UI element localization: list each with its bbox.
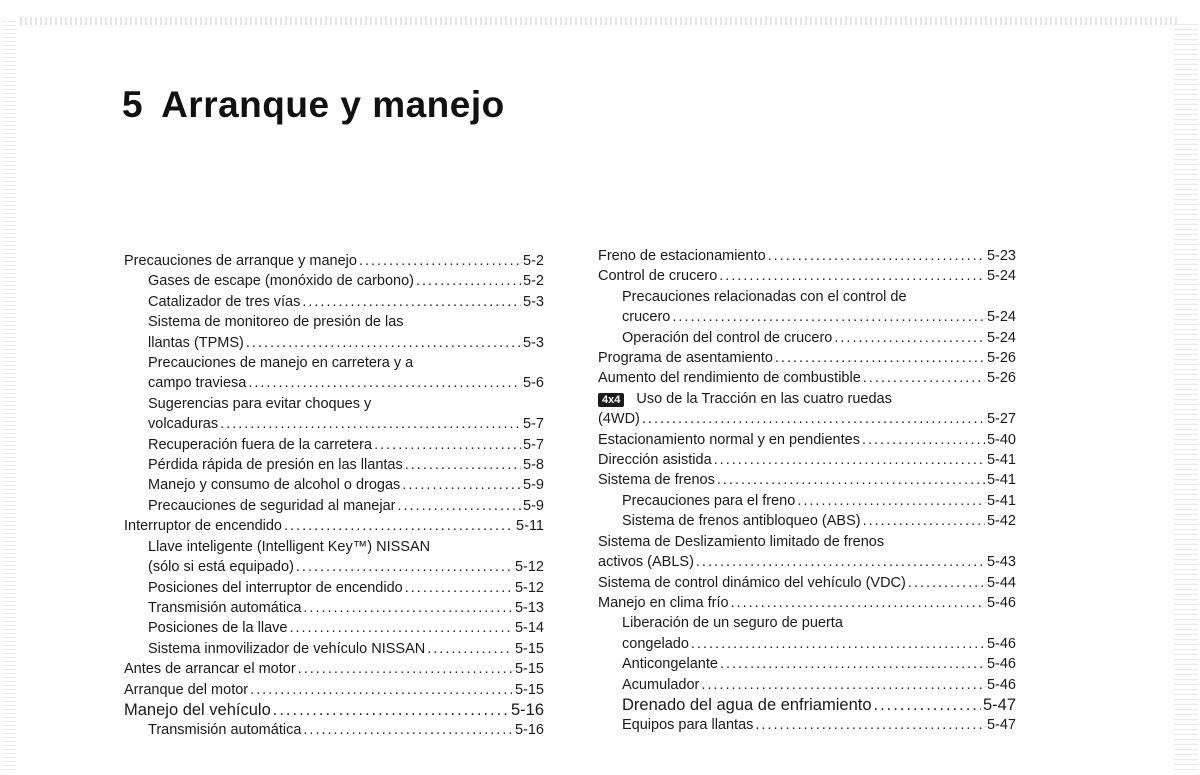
- toc-entry[interactable]: [598, 430, 1016, 450]
- toc-entry-title: Estacionamiento normal y en pendientes: [598, 431, 860, 448]
- toc-page-number: 5-2: [523, 273, 544, 290]
- toc-entry-line: [148, 537, 544, 557]
- toc-entry-line: [148, 496, 544, 516]
- toc-dot-leader: [303, 720, 513, 740]
- toc-entry-title: Sistema de control dinámico del vehículo (VDC): [598, 574, 906, 591]
- toc-page-number: 5-47: [986, 717, 1016, 734]
- toc-dot-leader: [863, 368, 985, 388]
- toc-page-number: 5-24: [986, 309, 1016, 326]
- toc-entry-line: [148, 353, 544, 373]
- toc-entry-line: [598, 450, 1016, 470]
- toc-page-number: 5-26: [986, 370, 1016, 387]
- toc-page-number: 5-46: [986, 656, 1016, 673]
- toc-page-number: 5-3: [523, 334, 544, 351]
- toc-dot-leader: [298, 659, 513, 679]
- toc-entry-title: Freno de estacionamiento: [598, 248, 766, 264]
- toc-entry[interactable]: [124, 475, 544, 495]
- toc-dot-leader: [834, 328, 985, 348]
- scan-artifact-left: [2, 20, 16, 770]
- toc-entry-line: [598, 573, 1016, 593]
- toc-dot-leader: [250, 680, 513, 700]
- toc-page-number: 5-11: [516, 518, 544, 535]
- toc-dot-leader: [672, 307, 985, 327]
- scan-artifact-right: [1174, 20, 1198, 770]
- toc-page-number: 5-43: [986, 554, 1016, 571]
- toc-entry[interactable]: [598, 266, 1016, 286]
- toc-entry[interactable]: [598, 613, 1016, 654]
- toc-dot-leader: [273, 700, 509, 720]
- toc-entry[interactable]: [124, 598, 544, 618]
- toc-entry-line: [622, 715, 1016, 735]
- toc-page-number: 5-46: [986, 635, 1016, 652]
- toc-entry[interactable]: [124, 251, 544, 271]
- toc-entry[interactable]: [124, 435, 544, 455]
- toc-dot-leader: [908, 573, 985, 593]
- toc-entry[interactable]: [598, 593, 1016, 613]
- toc-entry[interactable]: [124, 292, 544, 312]
- toc-entry-title: Gases de escape (monóxido de carbono): [148, 273, 414, 290]
- toc-page-number: 5-44: [986, 574, 1016, 591]
- toc-entry-title: Interruptor de encendido: [124, 518, 282, 535]
- toc-entry[interactable]: [124, 700, 544, 720]
- toc-entry-line: [148, 333, 544, 353]
- toc-entry-title: Sistema inmovilizador de vehículo NISSAN: [148, 640, 426, 657]
- toc-entry-title: Llave inteligente (Intelligent Key™) NISSAN: [148, 538, 431, 555]
- toc-entry-line: [598, 368, 1016, 388]
- toc-dot-leader: [691, 634, 985, 654]
- toc-entry[interactable]: [124, 680, 544, 700]
- toc-entry-line: [598, 470, 1016, 490]
- toc-entry[interactable]: [598, 511, 1016, 531]
- toc-entry-line: [148, 373, 544, 393]
- toc-entry-title: Sugerencias para evitar choques y: [148, 395, 372, 412]
- toc-entry[interactable]: [598, 491, 1016, 511]
- toc-dot-leader: [296, 557, 513, 577]
- toc-entry[interactable]: [598, 470, 1016, 490]
- toc-entry-line: [598, 246, 1016, 266]
- chapter-title-text: Arranque y manejo: [161, 84, 505, 125]
- toc-entry-line: [622, 695, 1016, 715]
- toc-dot-leader: [731, 593, 985, 613]
- toc-entry-title: Precauciones relacionadas con el control de: [622, 288, 907, 305]
- toc-entry-line: [598, 348, 1016, 368]
- toc-entry[interactable]: [124, 720, 544, 740]
- toc-entry-title: Uso de la Tracción en las cuatro ruedas: [636, 390, 892, 407]
- toc-entry-line: [148, 578, 544, 598]
- toc-entry-title: llantas (TPMS): [148, 334, 244, 351]
- toc-entry-title: Transmisión automática: [148, 722, 302, 739]
- toc-page-number: 5-26: [986, 350, 1016, 367]
- toc-entry-line: [622, 511, 1016, 531]
- toc-entry[interactable]: [124, 516, 544, 536]
- toc-dot-leader: [768, 246, 985, 266]
- toc-dot-leader: [303, 598, 513, 618]
- toc-dot-leader: [220, 414, 521, 434]
- toc-entry-title: Precauciones de seguridad al manejar: [148, 497, 396, 514]
- toc-entry-line: [124, 700, 544, 720]
- toc-entry-line: [148, 720, 544, 740]
- toc-right-column: [598, 246, 1016, 736]
- toc-dot-leader: [719, 266, 985, 286]
- toc-entry-title: (4WD): [598, 411, 640, 428]
- toc-entry-line: [124, 251, 544, 271]
- toc-dot-leader: [302, 292, 521, 312]
- toc-page-number: 5-23: [986, 248, 1016, 264]
- toc-page-number: 5-24: [986, 268, 1016, 285]
- toc-dot-leader: [874, 695, 981, 715]
- toc-entry-title: Precauciones para el freno: [622, 492, 796, 509]
- toc-entry[interactable]: [598, 287, 1016, 328]
- toc-entry-line: [598, 266, 1016, 286]
- toc-page-number: 5-3: [523, 293, 544, 310]
- toc-entry[interactable]: [124, 353, 544, 394]
- toc-entry-title: Precauciones de manejo en carretera y a: [148, 355, 414, 372]
- toc-entry[interactable]: [124, 659, 544, 679]
- toc-entry[interactable]: [598, 573, 1016, 593]
- toc-entry-line: [124, 680, 544, 700]
- toc-dot-leader: [642, 409, 985, 429]
- toc-page-number: 5-41: [986, 492, 1016, 509]
- toc-entry-line: [622, 287, 1016, 307]
- toc-entry-title: Transmisión automática: [148, 599, 302, 616]
- toc-entry-title: Catalizador de tres vías: [148, 293, 301, 310]
- toc-entry-title: Manejo del vehículo: [124, 700, 271, 719]
- toc-entry[interactable]: [124, 578, 544, 598]
- toc-entry-title: Liberación de un seguro de puerta: [622, 615, 843, 632]
- toc-dot-leader: [775, 348, 985, 368]
- toc-entry-title: Sistema de Deslizamiento limitado de frenos: [598, 533, 885, 550]
- toc-page-number: 5-40: [986, 431, 1016, 448]
- toc-page-number: 5-8: [523, 457, 544, 474]
- toc-entry[interactable]: [598, 368, 1016, 388]
- toc-dot-leader: [701, 675, 985, 695]
- toc-entry-title: activos (ABLS): [598, 554, 694, 571]
- toc-page-number: 5-46: [986, 676, 1016, 693]
- toc-entry-title: Aumento del rendimiento de combustible: [598, 370, 861, 387]
- toc-page-number: 5-41: [986, 452, 1016, 469]
- toc-entry-title: crucero: [622, 309, 671, 326]
- toc-entry[interactable]: [124, 394, 544, 435]
- toc-dot-leader: [374, 435, 521, 455]
- toc-entry-title: (sólo si está equipado): [148, 559, 294, 576]
- toc-entry-line: [148, 639, 544, 659]
- toc-entry-title: Programa de asentamiento: [598, 350, 773, 367]
- toc-dot-leader: [284, 516, 514, 536]
- toc-entry[interactable]: [598, 450, 1016, 470]
- toc-entry-line: [148, 292, 544, 312]
- toc-entry-line: [622, 634, 1016, 654]
- toc-page-number: 5-16: [510, 700, 544, 719]
- toc-page-number: 5-14: [514, 620, 544, 637]
- toc-entry-line: [622, 613, 1016, 633]
- toc-entry[interactable]: [124, 496, 544, 516]
- toc-page-number: 5-7: [523, 416, 544, 433]
- toc-entry-line: [622, 307, 1016, 327]
- toc-entry-title: Dirección asistida: [598, 452, 712, 469]
- toc-dot-leader: [696, 552, 985, 572]
- toc-entry[interactable]: [598, 654, 1016, 674]
- toc-entry-title: Sistema de frenos: [598, 472, 715, 489]
- toc-entry-title: Arranque del motor: [124, 681, 249, 698]
- toc-dot-leader: [248, 373, 521, 393]
- toc-entry[interactable]: [598, 389, 1016, 430]
- toc-page-number: 5-27: [986, 411, 1016, 428]
- toc-entry[interactable]: [124, 639, 544, 659]
- toc-entry-title: Precauciones de arranque y manejo: [124, 253, 357, 269]
- toc-entry-line: [148, 618, 544, 638]
- toc-entry-title: Posiciones del interruptor de encendido: [148, 579, 403, 596]
- toc-entry-title: Manejo y consumo de alcohol o drogas: [148, 477, 401, 494]
- toc-entry-line: [148, 435, 544, 455]
- toc-page-number: 5-16: [514, 722, 544, 739]
- toc-entry[interactable]: [598, 715, 1016, 735]
- toc-page-number: 5-41: [986, 472, 1016, 489]
- four-wheel-drive-badge-icon: 4x4: [598, 393, 624, 407]
- toc-dot-leader: [416, 271, 521, 291]
- toc-dot-leader: [797, 491, 985, 511]
- toc-entry-line: [622, 491, 1016, 511]
- toc-page-number: 5-2: [523, 253, 544, 269]
- chapter-title: [122, 84, 505, 126]
- toc-dot-leader: [359, 251, 521, 271]
- toc-entry[interactable]: [598, 532, 1016, 573]
- toc-entry-line: [148, 414, 544, 434]
- toc-dot-leader: [402, 475, 521, 495]
- toc-dot-leader: [289, 618, 513, 638]
- toc-entry-line: [148, 271, 544, 291]
- toc-entry-title: Sistema de frenos antibloqueo (ABS): [622, 513, 861, 530]
- toc-page-number: 5-6: [523, 375, 544, 392]
- toc-entry-line: [124, 659, 544, 679]
- toc-entry-line: [622, 328, 1016, 348]
- toc-entry-line: [598, 552, 1016, 572]
- toc-page-number: 5-9: [523, 497, 544, 514]
- toc-entry-line: [598, 409, 1016, 429]
- toc-entry[interactable]: [598, 695, 1016, 715]
- toc-page-number: 5-7: [523, 436, 544, 453]
- toc-dot-leader: [862, 430, 985, 450]
- toc-entry[interactable]: [124, 271, 544, 291]
- toc-dot-leader: [397, 496, 521, 516]
- toc-dot-leader: [755, 715, 985, 735]
- toc-dot-leader: [405, 578, 513, 598]
- toc-entry-title: Manejo en clima frío: [598, 594, 729, 611]
- toc-entry-title: volcaduras: [148, 416, 219, 433]
- toc-entry-title: Recuperación fuera de la carretera: [148, 436, 373, 453]
- toc-entry[interactable]: [124, 537, 544, 578]
- toc-entry-title: Acumulador: [622, 676, 700, 693]
- toc-entry-title: Control de crucero: [598, 268, 718, 285]
- toc-page-number: 5-9: [523, 477, 544, 494]
- toc-dot-leader: [427, 639, 513, 659]
- toc-entry-line: [622, 654, 1016, 674]
- toc-entry-line: [148, 455, 544, 475]
- scan-artifact-top: [20, 17, 1180, 25]
- toc-dot-leader: [717, 470, 985, 490]
- toc-page-number: 5-15: [514, 681, 544, 698]
- toc-page-number: 5-12: [514, 579, 544, 596]
- toc-entry[interactable]: [598, 348, 1016, 368]
- toc-entry-line: [148, 312, 544, 332]
- toc-entry-line: [598, 532, 1016, 552]
- toc-entry-title: campo traviesa: [148, 375, 247, 392]
- toc-entry[interactable]: [124, 455, 544, 475]
- toc-entry-title: Drenado del agua de enfriamiento: [622, 695, 872, 714]
- toc-entry[interactable]: [598, 246, 1016, 266]
- toc-entry-line: [148, 475, 544, 495]
- toc-page-number: 5-15: [514, 661, 544, 678]
- toc-entry[interactable]: [598, 328, 1016, 348]
- toc-dot-leader: [405, 455, 521, 475]
- toc-entry-line: [598, 593, 1016, 613]
- toc-dot-leader: [246, 333, 521, 353]
- toc-entry-title: Posiciones de la llave: [148, 620, 288, 637]
- toc-entry-line: [148, 557, 544, 577]
- toc-entry[interactable]: [598, 675, 1016, 695]
- toc-dot-leader: [720, 654, 985, 674]
- toc-entry-line: [124, 516, 544, 536]
- toc-page-number: 5-15: [514, 640, 544, 657]
- toc-entry-title: Equipos para llantas: [622, 717, 754, 734]
- toc-entry-line: [598, 430, 1016, 450]
- toc-page-number: 5-13: [514, 599, 544, 616]
- toc-page-number: 5-24: [986, 329, 1016, 346]
- toc-entry-line: [148, 598, 544, 618]
- toc-entry-title: Pérdida rápida de presión en las llantas: [148, 457, 403, 474]
- toc-dot-leader: [863, 511, 985, 531]
- toc-entry-line: [148, 394, 544, 414]
- toc-page-number: 5-12: [514, 559, 544, 576]
- toc-entry-title: Operación del control de crucero: [622, 329, 833, 346]
- toc-entry-title: Anticongelante: [622, 656, 718, 673]
- toc-page-number: 5-47: [982, 695, 1016, 714]
- chapter-number: 5: [122, 84, 144, 125]
- toc-left-column: [124, 251, 544, 741]
- toc-entry-line: [622, 675, 1016, 695]
- toc-page-number: 5-42: [986, 513, 1016, 530]
- toc-entry[interactable]: [124, 312, 544, 353]
- toc-entry-title: congelado: [622, 635, 689, 652]
- toc-page-number: 5-46: [986, 594, 1016, 611]
- toc-entry-title: Sistema de monitoreo de presión de las: [148, 314, 404, 331]
- toc-entry-line: [598, 389, 1016, 409]
- toc-dot-leader: [714, 450, 985, 470]
- toc-entry[interactable]: [124, 618, 544, 638]
- toc-entry-title: Antes de arrancar el motor: [124, 661, 296, 678]
